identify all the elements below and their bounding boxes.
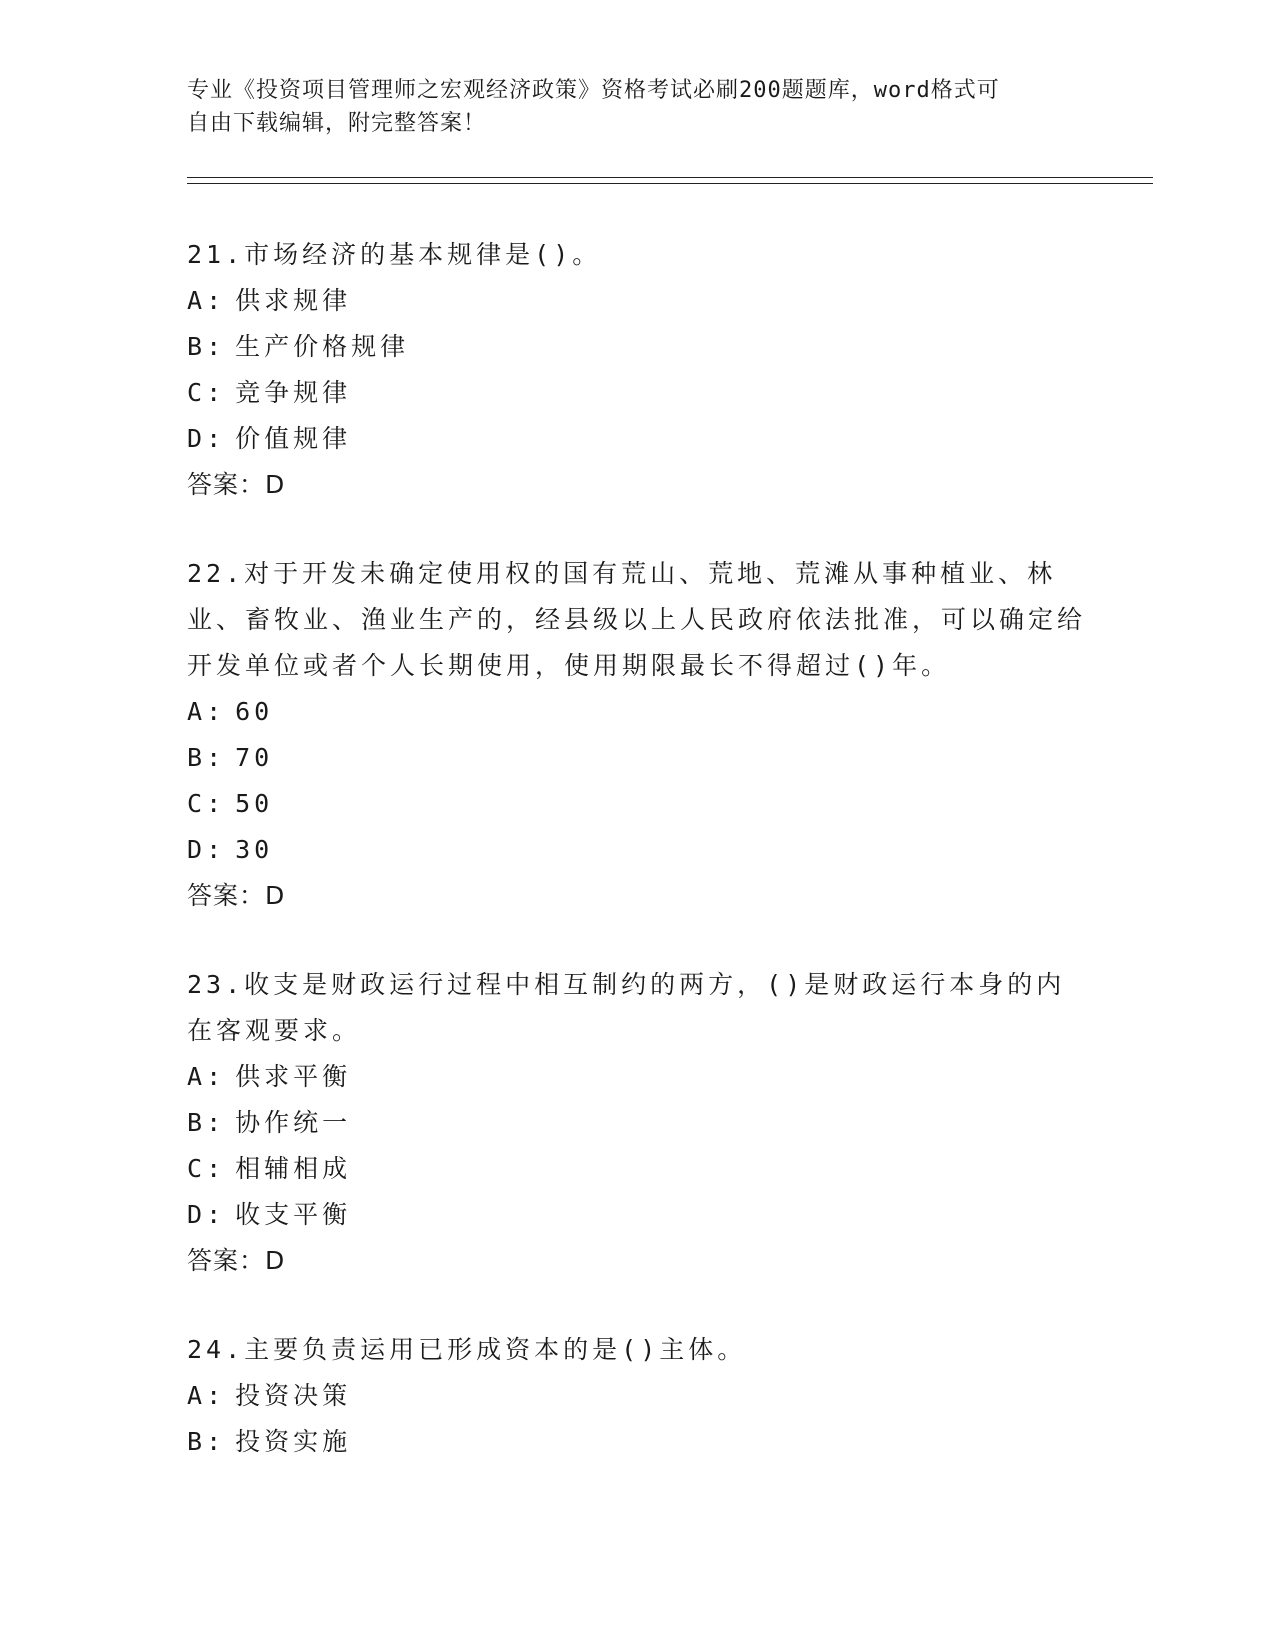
question-23: [187, 962, 1087, 1284]
option-c: C: 50: [187, 789, 274, 818]
option-text: 60: [235, 697, 274, 726]
option-a: A: 60: [187, 697, 274, 726]
option-c: C: 竞争规律: [187, 378, 352, 407]
option-text: 30: [235, 835, 274, 864]
option-text: 价值规律: [235, 424, 352, 453]
answer-line: 答案：D: [187, 881, 286, 910]
option-text: 供求平衡: [235, 1062, 352, 1091]
option-b: B: 协作统一: [187, 1108, 352, 1137]
option-d: D: 价值规律: [187, 424, 352, 453]
question-list: [187, 232, 1087, 1508]
header-line-2: 自由下载编辑，附完整答案！: [187, 111, 487, 136]
question-stem: 24.主要负责运用已形成资本的是()主体。: [187, 1335, 747, 1364]
option-text: 协作统一: [235, 1108, 352, 1137]
header-divider-top: [187, 177, 1153, 178]
header-divider-bottom: [187, 183, 1153, 184]
question-stem: 22.对于开发未确定使用权的国有荒山、荒地、荒滩从事种植业、林业、畜牧业、渔业生产的，经县级以上人民政府依法批准，可以确定给开发单位或者个人长期使用，使用期限最长不得超过()年。: [187, 559, 1087, 680]
option-d: D: 收支平衡: [187, 1200, 352, 1229]
answer-line: 答案：D: [187, 1246, 286, 1275]
option-b: B: 投资实施: [187, 1427, 352, 1456]
option-text: 竞争规律: [235, 378, 352, 407]
header-line-1: 专业《投资项目管理师之宏观经济政策》资格考试必刷200题题库，word格式可: [187, 78, 1000, 103]
option-text: 收支平衡: [235, 1200, 352, 1229]
option-b: B: 生产价格规律: [187, 332, 410, 361]
question-22: [187, 551, 1087, 919]
option-c: C: 相辅相成: [187, 1154, 352, 1183]
option-text: 投资实施: [235, 1427, 352, 1456]
option-text: 70: [235, 743, 274, 772]
option-a: A: 投资决策: [187, 1381, 352, 1410]
question-stem: 21.市场经济的基本规律是()。: [187, 240, 602, 269]
question-stem: 23.收支是财政运行过程中相互制约的两方，()是财政运行本身的内在客观要求。: [187, 970, 1066, 1045]
option-text: 50: [235, 789, 274, 818]
option-text: 相辅相成: [235, 1154, 352, 1183]
question-21: [187, 232, 1087, 508]
document-header: [187, 74, 1067, 140]
question-24: [187, 1327, 1087, 1465]
option-d: D: 30: [187, 835, 274, 864]
answer-line: 答案：D: [187, 470, 286, 499]
option-text: 供求规律: [235, 286, 352, 315]
option-a: A: 供求规律: [187, 286, 352, 315]
option-text: 生产价格规律: [235, 332, 410, 361]
option-b: B: 70: [187, 743, 274, 772]
option-a: A: 供求平衡: [187, 1062, 352, 1091]
option-text: 投资决策: [235, 1381, 352, 1410]
